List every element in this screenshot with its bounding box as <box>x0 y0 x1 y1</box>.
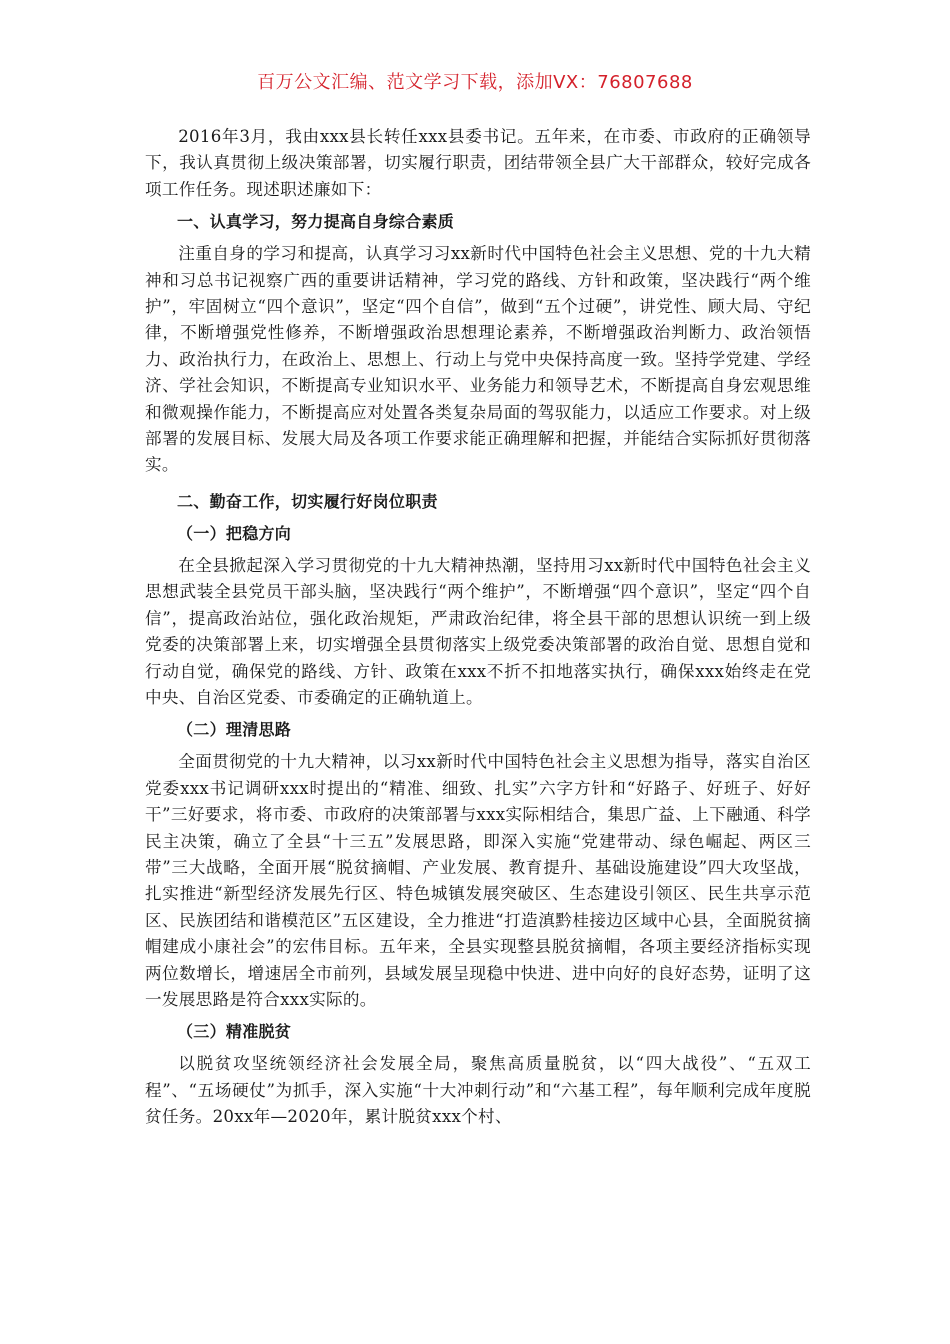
intro-paragraph: 2016年3月，我由xxx县长转任xxx县委书记。五年来，在市委、市政府的正确领导下，我认真贯彻上级决策部署，切实履行职责，团结带领全县广大干部群众，较好完成各项工作任务。现述职述廉如下： <box>145 127 811 199</box>
document-body <box>145 124 811 1131</box>
subsection-1-heading: （一）把稳方向 <box>177 523 292 543</box>
section-1-heading: 一、认真学习，努力提高自身综合素质 <box>177 212 455 232</box>
subsection-1-paragraph: 在全县掀起深入学习贯彻党的十九大精神热潮，坚持用习xx新时代中国特色社会主义思想武装全县党员干部头脑，坚决践行“两个维护”，不断增强“四个意识”，坚定“四个自信”，提高政治站位，强化政治规矩，严肃政治纪律，将全县干部的思想认识统一到上级党委的决策部署上来，切实增强全县贯彻落实上级党委决策部署的政治自觉、思想自觉和行动自觉，确保党的路线、方针、政策在xxx不折不扣地落实执行，确保xxx始终走在党中央、自治区党委、市委确定的正确轨道上。 <box>145 555 811 707</box>
watermark-banner: 百万公文汇编、范文学习下载，添加VX：76807688 <box>257 72 693 93</box>
subsection-3-paragraph: 以脱贫攻坚统领经济社会发展全局，聚焦高质量脱贫，以“四大战役”、“五双工程”、“五场硬仗”为抓手，深入实施“十大冲刺行动”和“六基工程”，每年顺利完成年度脱贫任务。20xx年—2020年，累计脱贫xxx个村、 <box>145 1054 811 1127</box>
subsection-2-paragraph: 全面贯彻党的十九大精神，以习xx新时代中国特色社会主义思想为指导，落实自治区党委xxx书记调研xxx时提出的“精准、细致、扎实”六字方针和“好路子、好班子、好好干”三好要求，将市委、市政府的决策部署与xxx实际相结合，集思广益、上下融通、科学民主决策，确立了全县“十三五”发展思路，即深入实施“党建带动、绿色崛起、两区三带”三大战略，全面开展“脱贫摘帽、产业发展、教育提升、基础设施建设”四大攻坚战，扎实推进“新型经济发展先行区、特色城镇发展突破区、生态建设引领区、民生共享示范区、民族团结和谐模范区”五区建设，全力推进“打造滇黔桂接边区域中心县，全面脱贫摘帽建成小康社会”的宏伟目标。五年来，全县实现整县脱贫摘帽，各项主要经济指标实现两位数增长，增速居全市前列，县域发展呈现稳中快进、进中向好的良好态势，证明了这一发展思路是符合xxx实际的。 <box>145 752 811 1009</box>
section-2-heading: 二、勤奋工作，切实履行好岗位职责 <box>177 491 438 511</box>
section-1-paragraph: 注重自身的学习和提高，认真学习习xx新时代中国特色社会主义思想、党的十九大精神和习总书记视察广西的重要讲话精神，学习党的路线、方针和政策，坚决践行“两个维护”，牢固树立“四个意识”，坚定“四个自信”，做到“五个过硬”，讲党性、顾大局、守纪律，不断增强党性修养，不断增强政治思想理论素养，不断增强政治判断力、政治领悟力、政治执行力，在政治上、思想上、行动上与党中央保持高度一致。坚持学党建、学经济、学社会知识，不断提高专业知识水平、业务能力和领导艺术，不断提高自身宏观思维和微观操作能力，不断提高应对处置各类复杂局面的驾驭能力，以适应工作要求。对上级部署的发展目标、发展大局及各项工作要求能正确理解和把握，并能结合实际抓好贯彻落实。 <box>145 244 811 475</box>
subsection-2-heading: （二）理清思路 <box>177 720 292 740</box>
subsection-3-heading: （三）精准脱贫 <box>177 1022 292 1042</box>
